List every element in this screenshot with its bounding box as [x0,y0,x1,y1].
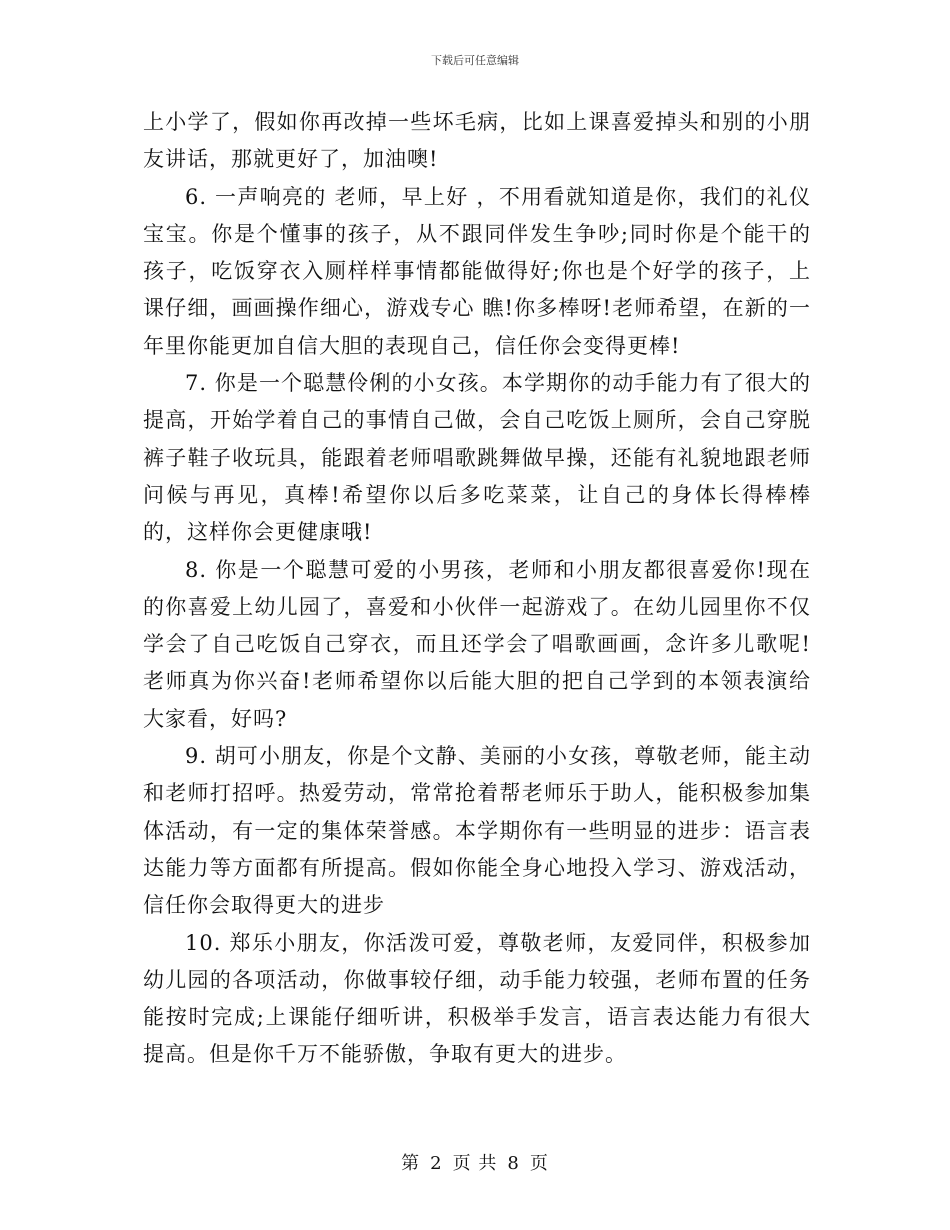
paragraph-comment-10: 10. 郑乐小朋友，你活泼可爱，尊敬老师，友爱同伴，积极参加幼儿园的各项活动，你做事较仔细，动手能力较强，老师布置的任务能按时完成;上课能仔细听讲，积极举手发言，语言表达能力有很大提高。但是你千万不能骄傲，争取有更大的进步。 [143,930,811,1067]
footer-middle: 页 共 [452,1153,498,1174]
footer-page-number: 2 [430,1153,443,1174]
page-header: 下载后可任意编辑 [431,54,519,67]
document-body [143,104,811,1074]
footer-total-pages: 8 [507,1153,520,1174]
paragraph-comment-7: 7. 你是一个聪慧伶俐的小女孩。本学期你的动手能力有了很大的提高，开始学着自己的事情自己做，会自己吃饭上厕所，会自己穿脱裤子鞋子收玩具，能跟着老师唱歌跳舞做早操，还能有礼貌地跟老师问候与再见，真棒!希望你以后多吃菜菜，让自己的身体长得棒棒的，这样你会更健康哦! [143,371,811,545]
footer-prefix: 第 [401,1153,421,1174]
footer-suffix: 页 [529,1153,549,1174]
page-footer [0,1153,950,1175]
paragraph-comment-9: 9. 胡可小朋友，你是个文静、美丽的小女孩，尊敬老师，能主动和老师打招呼。热爱劳动，常常抢着帮老师乐于助人，能积极参加集体活动，有一定的集体荣誉感。本学期你有一些明显的进步：语言表达能力等方面都有所提高。假如你能全身心地投入学习、游戏活动，信任你会取得更大的进步 [143,744,811,918]
paragraph-comment-6: 6. 一声响亮的 老师，早上好 ，不用看就知道是你，我们的礼仪宝宝。你是个懂事的孩子，从不跟同伴发生争吵;同时你是个能干的孩子，吃饭穿衣入厕样样事情都能做得好;你也是个好学的孩子，上课仔细，画画操作细心，游戏专心 瞧!你多棒呀!老师希望，在新的一年里你能更加自信大胆的表现自己，信任你会变得更棒! [143,184,811,358]
paragraph-continuation: 上小学了，假如你再改掉一些坏毛病，比如上课喜爱掉头和别的小朋友讲话，那就更好了，加油噢! [143,110,811,172]
paragraph-comment-8: 8. 你是一个聪慧可爱的小男孩，老师和小朋友都很喜爱你!现在的你喜爱上幼儿园了，喜爱和小伙伴一起游戏了。在幼儿园里你不仅学会了自己吃饭自己穿衣，而且还学会了唱歌画画，念许多儿歌呢!老师真为你兴奋!老师希望你以后能大胆的把自己学到的本领表演给大家看，好吗? [143,557,811,731]
